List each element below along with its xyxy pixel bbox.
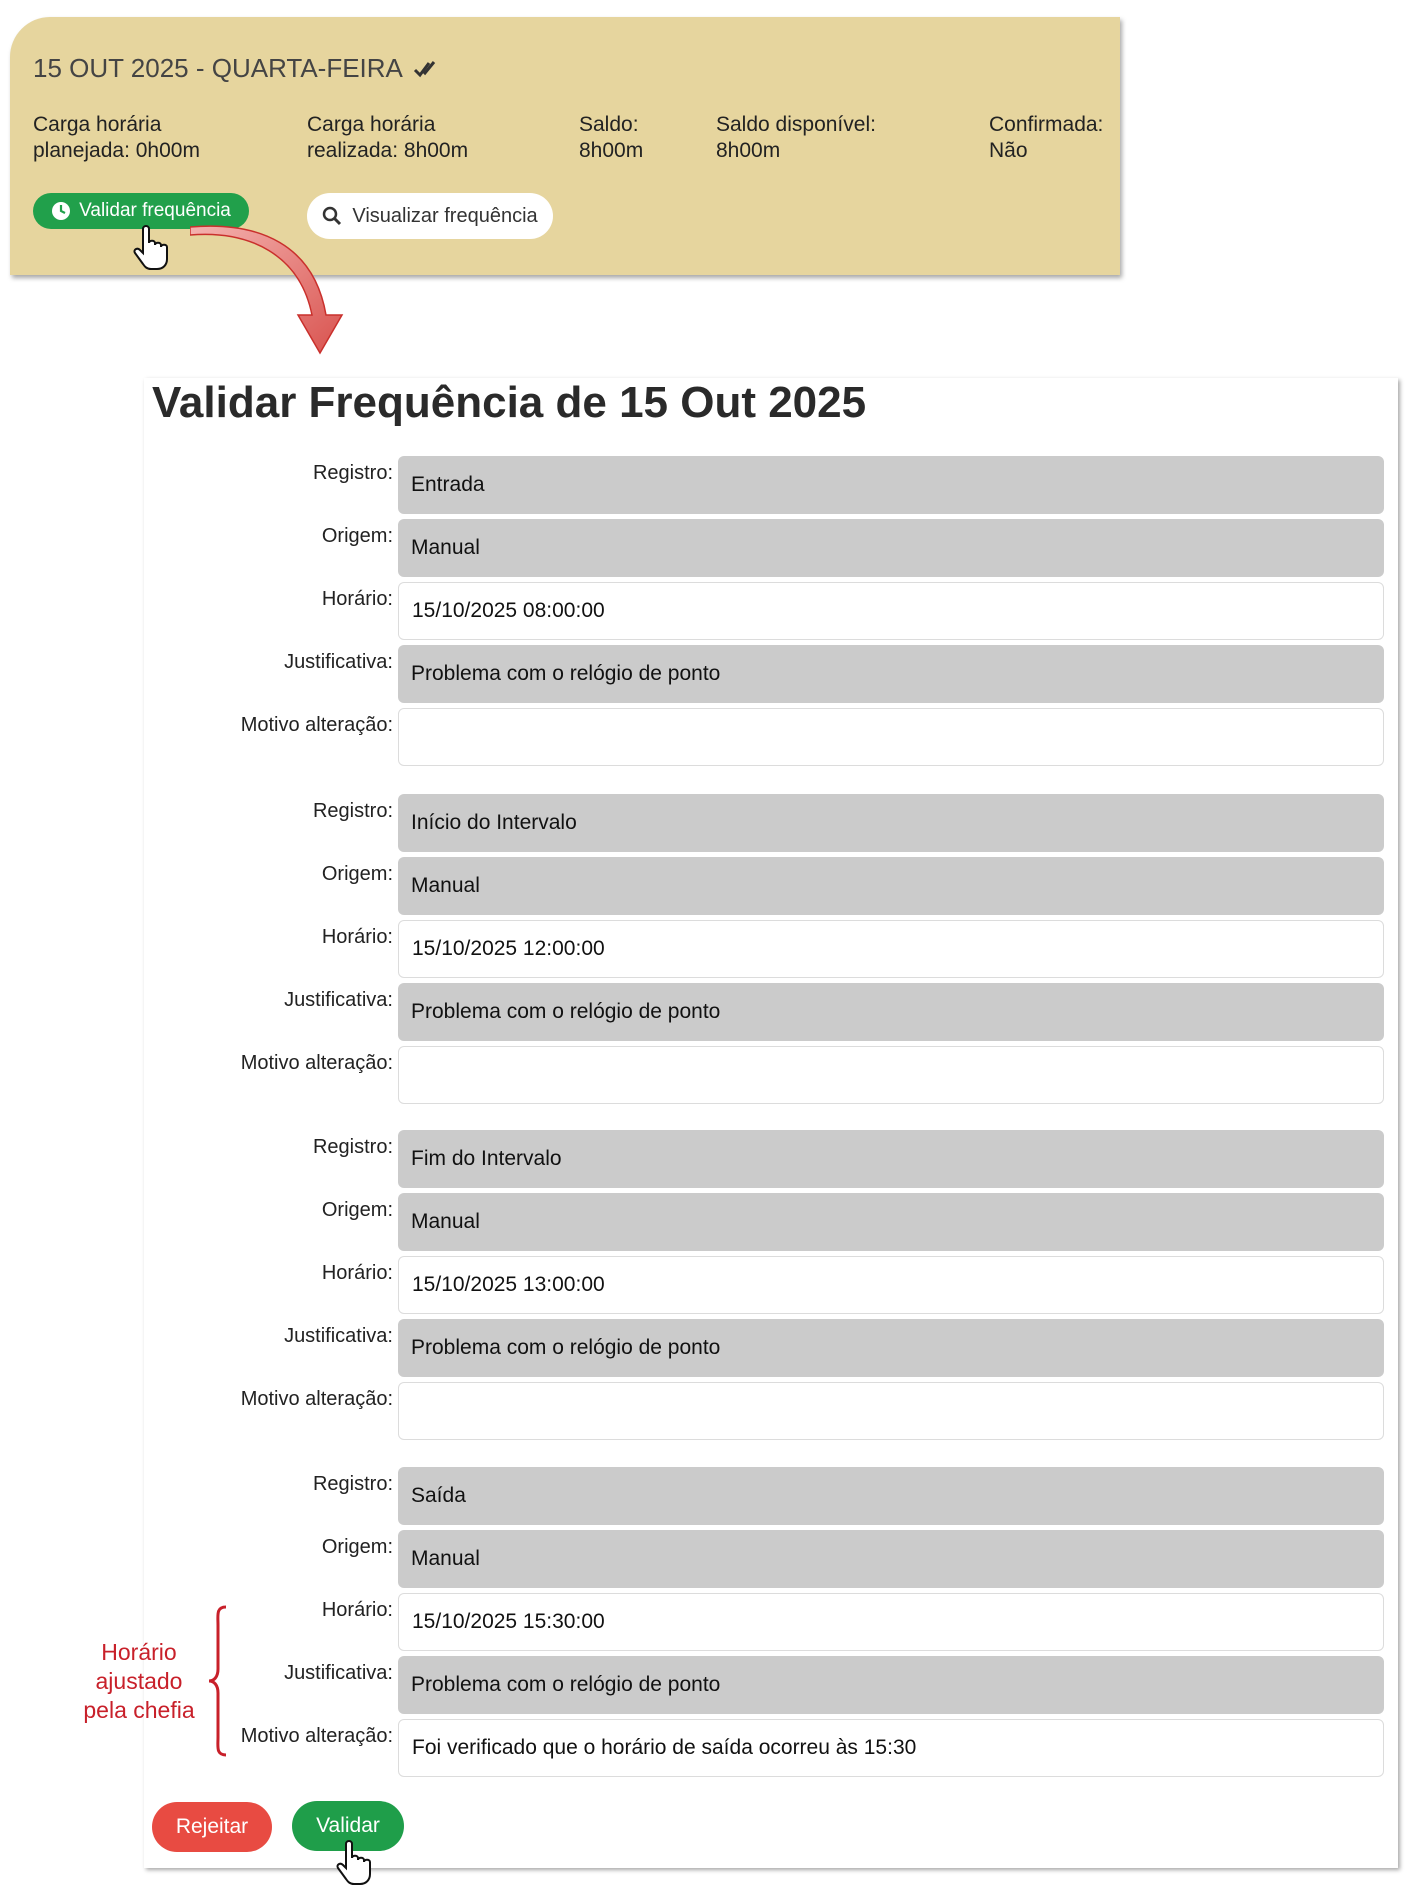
day-summary-card bbox=[10, 17, 1120, 275]
curly-brace-icon bbox=[206, 1605, 230, 1757]
record-2-justificativa-row: Justificativa: Problema com o relógio de ponto bbox=[144, 981, 1394, 1043]
registro-field: Saída bbox=[398, 1467, 1384, 1525]
day-title-text: 15 OUT 2025 - QUARTA-FEIRA bbox=[33, 53, 403, 83]
hand-pointer-icon bbox=[334, 1840, 376, 1886]
registro-field: Entrada bbox=[398, 456, 1384, 514]
record-3-justificativa-row: Justificativa: Problema com o relógio de ponto bbox=[144, 1317, 1394, 1379]
validar-frequencia-form bbox=[144, 378, 1398, 1868]
stat-saldo: Saldo: 8h00m bbox=[579, 113, 644, 162]
record-4-justificativa-row: Justificativa: Problema com o relógio de ponto bbox=[144, 1654, 1394, 1716]
record-4-registro-row: Registro: Saída bbox=[144, 1465, 1394, 1527]
origem-field: Manual bbox=[398, 1193, 1384, 1251]
record-3-horario-row: Horário: 15/10/2025 13:00:00 bbox=[144, 1254, 1394, 1316]
record-1-registro-row: Registro: Entrada bbox=[144, 454, 1394, 516]
annotation-note: Horário ajustado pela chefia bbox=[83, 1639, 195, 1723]
double-check-icon bbox=[413, 57, 437, 81]
origem-field: Manual bbox=[398, 1530, 1384, 1588]
page-title: Validar Frequência de 15 Out 2025 bbox=[152, 378, 867, 427]
motivo-input[interactable]: Foi verificado que o horário de saída ocorreu às 15:30 bbox=[398, 1719, 1384, 1777]
validar-button[interactable]: Validar bbox=[292, 1801, 404, 1851]
origem-field: Manual bbox=[398, 519, 1384, 577]
horario-input[interactable]: 15/10/2025 08:00:00 bbox=[398, 582, 1384, 640]
curved-arrow-icon bbox=[190, 225, 350, 365]
record-3-motivo-row: Motivo alteração: bbox=[144, 1380, 1394, 1442]
origem-field: Manual bbox=[398, 857, 1384, 915]
record-2-registro-row: Registro: Início do Intervalo bbox=[144, 792, 1394, 854]
record-1-justificativa-row: Justificativa: Problema com o relógio de ponto bbox=[144, 643, 1394, 705]
record-4-horario-row: Horário: 15/10/2025 15:30:00 bbox=[144, 1591, 1394, 1653]
stat-carga-realizada: Carga horária realizada: 8h00m bbox=[307, 113, 469, 162]
visualizar-frequencia-label: Visualizar frequência bbox=[352, 204, 538, 227]
record-1-horario-row: Horário: 15/10/2025 08:00:00 bbox=[144, 580, 1394, 642]
rejeitar-button[interactable]: Rejeitar bbox=[152, 1802, 272, 1852]
validar-frequencia-label: Validar frequência bbox=[79, 200, 231, 221]
motivo-input[interactable] bbox=[398, 1382, 1384, 1440]
horario-input[interactable]: 15/10/2025 12:00:00 bbox=[398, 920, 1384, 978]
stat-saldo-disponivel: Saldo disponível: 8h00m bbox=[716, 113, 876, 162]
record-4-motivo-row: Motivo alteração: Foi verificado que o horário de saída ocorreu às 15:30 bbox=[144, 1717, 1394, 1779]
justificativa-field: Problema com o relógio de ponto bbox=[398, 1319, 1384, 1377]
hand-pointer-icon bbox=[131, 225, 173, 271]
record-3-registro-row: Registro: Fim do Intervalo bbox=[144, 1128, 1394, 1190]
record-4-origem-row: Origem: Manual bbox=[144, 1528, 1394, 1590]
motivo-input[interactable] bbox=[398, 708, 1384, 766]
record-2-horario-row: Horário: 15/10/2025 12:00:00 bbox=[144, 918, 1394, 980]
day-title bbox=[33, 53, 437, 84]
record-1-origem-row: Origem: Manual bbox=[144, 517, 1394, 579]
registro-field: Início do Intervalo bbox=[398, 794, 1384, 852]
record-2-origem-row: Origem: Manual bbox=[144, 855, 1394, 917]
record-3-origem-row: Origem: Manual bbox=[144, 1191, 1394, 1253]
validar-frequencia-button[interactable] bbox=[33, 193, 249, 229]
registro-field: Fim do Intervalo bbox=[398, 1130, 1384, 1188]
motivo-input[interactable] bbox=[398, 1046, 1384, 1104]
clock-icon bbox=[51, 201, 71, 221]
search-icon bbox=[322, 206, 342, 226]
record-2-motivo-row: Motivo alteração: bbox=[144, 1044, 1394, 1106]
justificativa-field: Problema com o relógio de ponto bbox=[398, 1656, 1384, 1714]
justificativa-field: Problema com o relógio de ponto bbox=[398, 645, 1384, 703]
stat-carga-planejada: Carga horária planejada: 0h00m bbox=[33, 113, 200, 162]
justificativa-field: Problema com o relógio de ponto bbox=[398, 983, 1384, 1041]
horario-input[interactable]: 15/10/2025 13:00:00 bbox=[398, 1256, 1384, 1314]
horario-input[interactable]: 15/10/2025 15:30:00 bbox=[398, 1593, 1384, 1651]
record-1-motivo-row: Motivo alteração: bbox=[144, 706, 1394, 768]
stat-confirmada: Confirmada: Não bbox=[989, 113, 1104, 162]
